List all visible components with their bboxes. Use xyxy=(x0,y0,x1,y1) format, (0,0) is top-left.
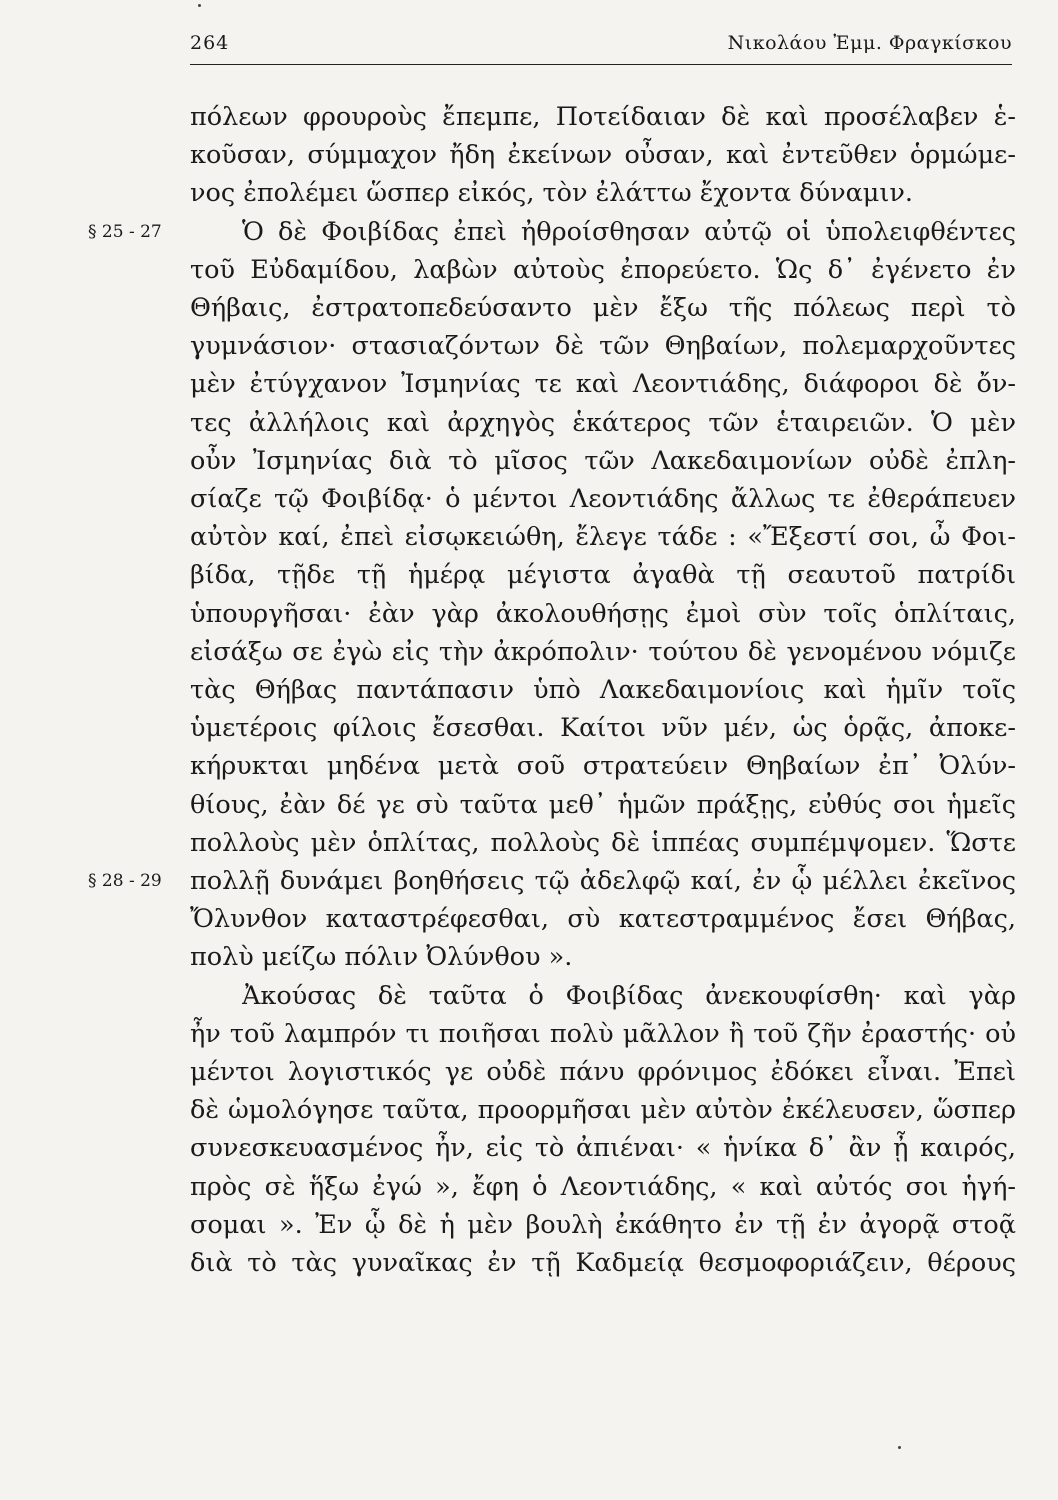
text-line: κοῦσαν, σύμμαχον ἤδη ἐκείνων οὖσαν, καὶ ἐντεῦθεν ὁρμώμε- xyxy=(190,140,1016,171)
text-line: διὰ τὸ τὰς γυναῖκας ἐν τῇ Καδμείᾳ θεσμοφοριάζειν, θέρους xyxy=(190,1248,1016,1278)
text-line: ἦν τοῦ λαμπρόν τι ποιῆσαι πολὺ μᾶλλον ἢ τοῦ ζῆν ἐραστής· οὐ xyxy=(190,1018,1016,1049)
text-line: μέντοι λογιστικός γε οὐδὲ πάνυ φρόνιμος ἐδόκει εἶναι. Ἐπεὶ xyxy=(190,1057,1016,1087)
text-line: εἰσάξω σε ἐγὼ εἰς τὴν ἀκρόπολιν· τούτου δὲ γενομένου νόμιζε xyxy=(190,636,1016,667)
text-line: πολλῇ δυνάμει βοηθήσεις τῷ ἀδελφῷ καί, ἐν ᾧ μέλλει ἐκεῖνος xyxy=(190,866,1016,896)
scan-speck xyxy=(198,4,201,7)
text-line: τὰς Θήβας παντάπασιν ὑπὸ Λακεδαιμονίοις καὶ ἡμῖν τοῖς xyxy=(190,675,1016,705)
section-reference: § 28 - 29 xyxy=(88,871,162,891)
text-line: τοῦ Εὐδαμίδου, λαβὼν αὐτοὺς ἐπορεύετο. Ὡς δ᾽ ἐγένετο ἐν xyxy=(190,254,1016,285)
text-line: θίους, ἐὰν δέ γε σὺ ταῦτα μεθ᾽ ἡμῶν πράξῃς, εὐθύς σοι ἡμεῖς xyxy=(190,789,1016,820)
text-line: Θήβαις, ἐστρατοπεδεύσαντο μὲν ἔξω τῆς πόλεως περὶ τὸ xyxy=(190,293,1016,323)
text-line: βίδα, τῇδε τῇ ἡμέρᾳ μέγιστα ἀγαθὰ τῇ σεαυτοῦ πατρίδι xyxy=(190,560,1016,591)
text-line: αὐτὸν καί, ἐπεὶ εἰσῳκειώθη, ἔλεγε τάδε : «Ἔξεστί σοι, ὦ Φοι- xyxy=(190,522,1016,553)
text-line: ὑπουργῆσαι· ἐὰν γὰρ ἀκολουθήσῃς ἐμοὶ σὺν τοῖς ὁπλίταις, xyxy=(190,598,1016,629)
text-line: πολλοὺς μὲν ὁπλίτας, πολλοὺς δὲ ἱππέας συμπέμψομεν. Ὥστε xyxy=(190,827,1016,858)
text-line: συνεσκευασμένος ἦν, εἰς τὸ ἀπιέναι· « ἡνίκα δ᾽ ἂν ᾖ καιρός, xyxy=(190,1133,1016,1164)
text-line: σομαι ». Ἐν ᾧ δὲ ἡ μὲν βουλὴ ἐκάθητο ἐν τῇ ἐν ἀγορᾷ στοᾷ xyxy=(190,1209,1016,1240)
text-line: γυμνάσιον· στασιαζόντων δὲ τῶν Θηβαίων, πολεμαρχοῦντες xyxy=(190,331,1016,362)
text-line: Ὄλυνθον καταστρέφεσθαι, σὺ κατεστραμμένος ἔσει Θήβας, xyxy=(190,904,1016,935)
text-line: δὲ ὡμολόγησε ταῦτα, προορμῆσαι μὲν αὐτὸν ἐκέλευσεν, ὥσπερ xyxy=(190,1095,1016,1126)
text-line: πόλεων φρουροὺς ἔπεμπε, Ποτείδαιαν δὲ καὶ προσέλαβεν ἑ- xyxy=(190,102,1016,132)
text-line: ὑμετέροις φίλοις ἔσεσθαι. Καίτοι νῦν μέν, ὡς ὁρᾷς, ἀποκε- xyxy=(190,713,1016,744)
text-line: πολὺ μείζω πόλιν Ὀλύνθου ». xyxy=(190,942,573,973)
running-head: Νικολάου Ἐμμ. Φραγκίσκου xyxy=(727,32,1012,54)
page-header xyxy=(190,30,1012,65)
text-line: Ἀκούσας δὲ ταῦτα ὁ Φοιβίδας ἀνεκουφίσθη· καὶ γὰρ xyxy=(242,980,1016,1011)
text-line: πρὸς σὲ ἥξω ἐγώ », ἔφη ὁ Λεοντιάδης, « καὶ αὐτός σοι ἡγή- xyxy=(190,1171,1016,1202)
text-line: μὲν ἐτύγχανον Ἰσμηνίας τε καὶ Λεοντιάδης, διάφοροι δὲ ὄν- xyxy=(190,369,1016,400)
text-line: νος ἐπολέμει ὥσπερ εἰκός, τὸν ἐλάττω ἔχοντα δύναμιν. xyxy=(190,178,913,209)
text-line: τες ἀλλήλοις καὶ ἀρχηγὸς ἑκάτερος τῶν ἑταιρειῶν. Ὁ μὲν xyxy=(190,407,1016,438)
text-line: Ὁ δὲ Φοιβίδας ἐπεὶ ἠθροίσθησαν αὐτῷ οἱ ὑπολειφθέντες xyxy=(242,216,1016,247)
section-reference: § 25 - 27 xyxy=(88,221,162,242)
page-number: 264 xyxy=(190,32,230,54)
text-line: οὖν Ἰσμηνίας διὰ τὸ μῖσος τῶν Λακεδαιμονίων οὐδὲ ἐπλη- xyxy=(190,445,1016,476)
text-line: σίαζε τῷ Φοιβίδᾳ· ὁ μέντοι Λεοντιάδης ἄλλως τε ἐθεράπευεν xyxy=(190,484,1016,514)
text-line: κήρυκται μηδένα μετὰ σοῦ στρατεύειν Θηβαίων ἐπ᾽ Ὀλύν- xyxy=(190,751,1016,782)
scan-speck xyxy=(898,1446,901,1449)
